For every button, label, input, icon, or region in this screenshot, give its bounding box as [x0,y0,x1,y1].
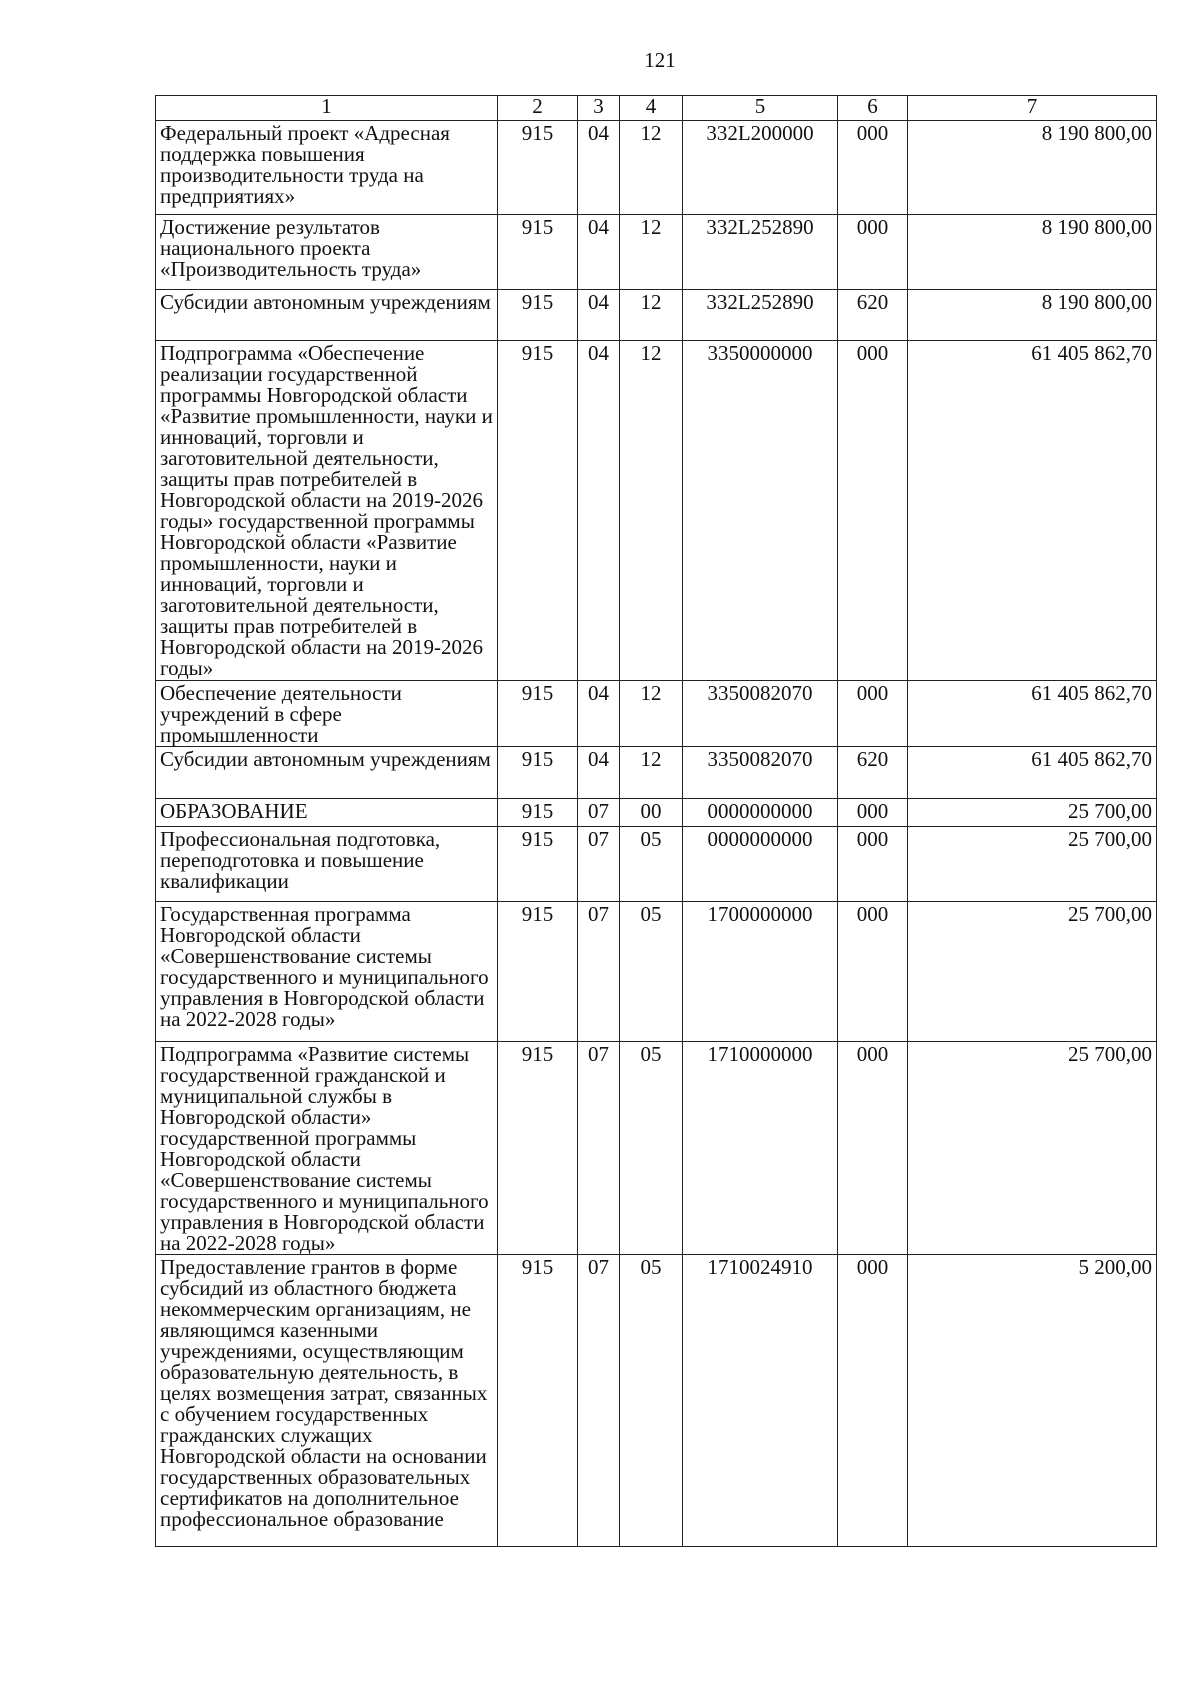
row-section-code: 04 [578,681,620,747]
table-row [156,827,1157,902]
row-ministry-code: 915 [498,1255,578,1547]
table-row [156,1255,1157,1547]
row-amount: 8 190 800,00 [908,290,1157,341]
row-section-code: 04 [578,290,620,341]
row-subsection-code: 05 [620,902,683,1042]
row-target-article: 332L200000 [683,121,838,215]
row-name: Субсидии автономным учреждениям [156,747,498,799]
row-section-code: 07 [578,799,620,827]
table-row [156,1042,1157,1255]
row-amount: 61 405 862,70 [908,681,1157,747]
row-expense-type: 000 [838,799,908,827]
row-ministry-code: 915 [498,681,578,747]
row-section-code: 07 [578,1042,620,1255]
row-name: Федеральный проект «Адресная поддержка повышения производительности труда на предприятиях» [156,121,498,215]
row-name: Подпрограмма «Обеспечение реализации государственной программы Новгородской области «Развитие промышленности, науки и инноваций, торговли и заготовительной деятельности, защиты прав потребителей в Новгородской области на 2019-2026 годы» государственной программы Новгородской области «Развитие промышленности, науки и инноваций, торговли и заготовительной деятельности, защиты прав потребителей в Новгородской области на 2019-2026 годы» [156,341,498,681]
row-amount: 25 700,00 [908,902,1157,1042]
row-subsection-code: 12 [620,121,683,215]
row-amount: 25 700,00 [908,827,1157,902]
row-subsection-code: 05 [620,827,683,902]
budget-table [155,95,1157,1547]
row-subsection-code: 00 [620,799,683,827]
row-amount: 61 405 862,70 [908,747,1157,799]
header-col-3: 3 [578,96,620,121]
row-section-code: 04 [578,215,620,290]
row-subsection-code: 05 [620,1255,683,1547]
row-name: Подпрограмма «Развитие системы государственной гражданской и муниципальной службы в Новгородской области» государственной программы Новгородской области «Совершенствование системы государственного и муниципального управления в Новгородской области на 2022-2028 годы» [156,1042,498,1255]
row-ministry-code: 915 [498,290,578,341]
row-expense-type: 000 [838,215,908,290]
row-subsection-code: 12 [620,681,683,747]
row-name: Предоставление грантов в форме субсидий из областного бюджета некоммерческим организациям, не являющимся казенными учреждениями, осуществляющим образовательную деятельность, в целях возмещения затрат, связанных с обучением государственных гражданских служащих Новгородской области на основании государственных образовательных сертификатов на дополнительное профессиональное образование [156,1255,498,1547]
row-target-article: 332L252890 [683,215,838,290]
row-name: Обеспечение деятельности учреждений в сфере промышленности [156,681,498,747]
row-target-article: 332L252890 [683,290,838,341]
row-target-article: 1710000000 [683,1042,838,1255]
header-col-2: 2 [498,96,578,121]
table-row [156,799,1157,827]
row-section-code: 04 [578,121,620,215]
row-ministry-code: 915 [498,215,578,290]
row-subsection-code: 12 [620,341,683,681]
row-expense-type: 000 [838,341,908,681]
header-col-1: 1 [156,96,498,121]
table-row [156,290,1157,341]
table-row [156,747,1157,799]
table-row [156,902,1157,1042]
row-ministry-code: 915 [498,902,578,1042]
row-subsection-code: 05 [620,1042,683,1255]
row-name: ОБРАЗОВАНИЕ [156,799,498,827]
row-amount: 61 405 862,70 [908,341,1157,681]
row-amount: 8 190 800,00 [908,215,1157,290]
row-ministry-code: 915 [498,341,578,681]
row-subsection-code: 12 [620,215,683,290]
row-amount: 5 200,00 [908,1255,1157,1547]
row-expense-type: 000 [838,827,908,902]
row-amount: 8 190 800,00 [908,121,1157,215]
header-col-5: 5 [683,96,838,121]
row-expense-type: 620 [838,747,908,799]
row-target-article: 1700000000 [683,902,838,1042]
row-name: Достижение результатов национального проекта «Производительность труда» [156,215,498,290]
row-expense-type: 000 [838,1042,908,1255]
row-ministry-code: 915 [498,747,578,799]
row-ministry-code: 915 [498,827,578,902]
table-row [156,341,1157,681]
row-target-article: 3350000000 [683,341,838,681]
table-row [156,215,1157,290]
header-row [156,96,1157,121]
row-target-article: 0000000000 [683,799,838,827]
row-ministry-code: 915 [498,1042,578,1255]
header-col-7: 7 [908,96,1157,121]
row-subsection-code: 12 [620,290,683,341]
row-target-article: 0000000000 [683,827,838,902]
row-section-code: 07 [578,1255,620,1547]
row-expense-type: 620 [838,290,908,341]
row-expense-type: 000 [838,121,908,215]
row-name: Профессиональная подготовка, переподготовка и повышение квалификации [156,827,498,902]
table-row [156,121,1157,215]
header-col-6: 6 [838,96,908,121]
row-subsection-code: 12 [620,747,683,799]
row-name: Государственная программа Новгородской области «Совершенствование системы государственного и муниципального управления в Новгородской области на 2022-2028 годы» [156,902,498,1042]
row-expense-type: 000 [838,902,908,1042]
header-col-4: 4 [620,96,683,121]
page-number: 121 [644,48,676,72]
row-section-code: 04 [578,747,620,799]
row-target-article: 3350082070 [683,747,838,799]
row-section-code: 07 [578,827,620,902]
row-expense-type: 000 [838,1255,908,1547]
row-section-code: 07 [578,902,620,1042]
row-section-code: 04 [578,341,620,681]
row-ministry-code: 915 [498,799,578,827]
row-target-article: 1710024910 [683,1255,838,1547]
table-row [156,681,1157,747]
row-amount: 25 700,00 [908,1042,1157,1255]
row-expense-type: 000 [838,681,908,747]
row-target-article: 3350082070 [683,681,838,747]
row-ministry-code: 915 [498,121,578,215]
row-amount: 25 700,00 [908,799,1157,827]
row-name: Субсидии автономным учреждениям [156,290,498,341]
